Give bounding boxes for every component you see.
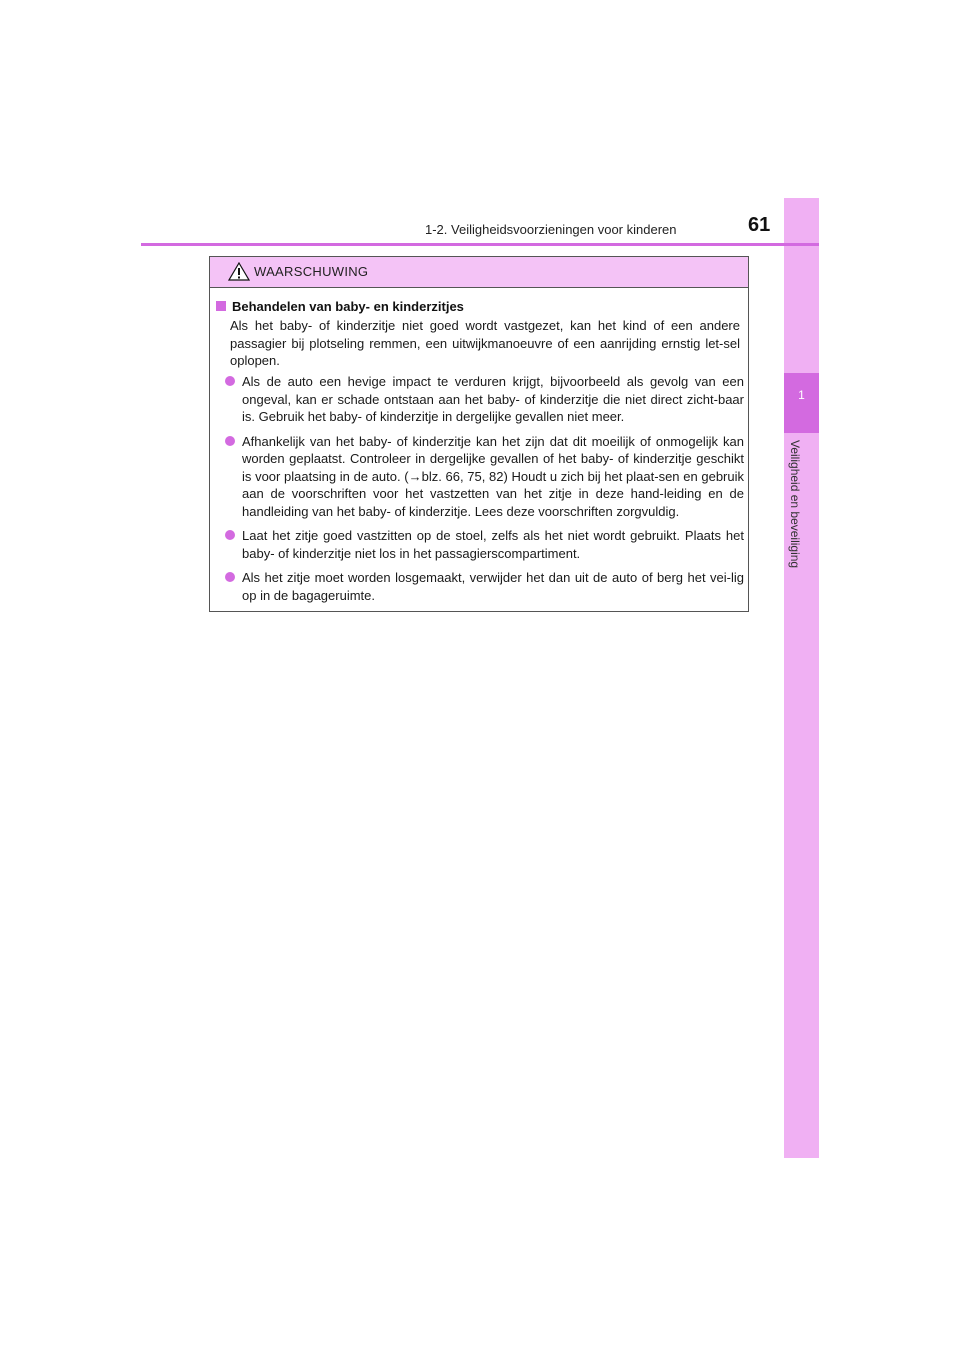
list-item [222,569,744,604]
chapter-number: 1 [798,388,805,402]
list-item-text: Afhankelijk van het baby- of kinderzitje kan het zijn dat dit moeilijk of onmogelijk kan worden geplaatst. Controleer in dergelijke gevallen of het baby- of kinderzitje geschikt is voor plaatsing in de auto. (→blz. 66, 75, 82) Houdt u zich bij het plaat-sen en gebruik aan de voorschriften voor het vastzetten van het zitje in deze hand-leiding en de handleiding van het baby- of kinderzitje. Lees deze voorschriften zorgvuldig. [242,433,744,519]
bullet-dot-icon [225,376,235,386]
square-bullet-icon [216,301,226,311]
chapter-number-tab [784,373,819,433]
warning-title: WAARSCHUWING [254,264,369,279]
list-item-text: Als het zitje moet worden losgemaakt, verwijder het dan uit de auto of berg het vei-lig op in de bagageruimte. [242,570,744,603]
bullet-dot-icon [225,572,235,582]
bullet-dot-icon [225,530,235,540]
warning-box [209,256,749,612]
list-item [222,433,744,521]
chapter-side-tab [784,198,819,1158]
list-item-text: Als de auto een hevige impact te verduren krijgt, bijvoorbeeld als gevolg van een ongeval, kan er schade ontstaan aan het baby- of kinderzitje die niet direct zicht-baar is. Gebruik het baby- of kinderzitje in dergelijke gevallen niet meer. [242,374,744,424]
warning-bullet-list [222,373,744,611]
list-item [222,527,744,562]
page-number: 61 [748,214,771,236]
header-rule [141,243,819,246]
warning-triangle-icon [228,262,250,281]
section-heading [216,299,464,314]
warning-intro: Als het baby- of kinderzitje niet goed wordt vastgezet, kan het kind of een andere passagier bij plotseling remmen, een uitwijkmanoeuvre of een aanrijding ernstig let-sel oplopen. [230,318,740,368]
section-title: 1-2. Veiligheidsvoorzieningen voor kinderen [425,222,677,237]
section-heading-text: Behandelen van baby- en kinderzitjes [232,299,464,314]
warning-header [210,257,748,288]
list-item-text: Laat het zitje goed vastzitten op de stoel, zelfs als het niet wordt gebruikt. Plaats het baby- of kinderzitje niet los in het passagierscompartiment. [242,528,744,561]
chapter-label: Veiligheid en beveiliging [788,440,802,569]
list-item [222,373,744,426]
bullet-dot-icon [225,436,235,446]
